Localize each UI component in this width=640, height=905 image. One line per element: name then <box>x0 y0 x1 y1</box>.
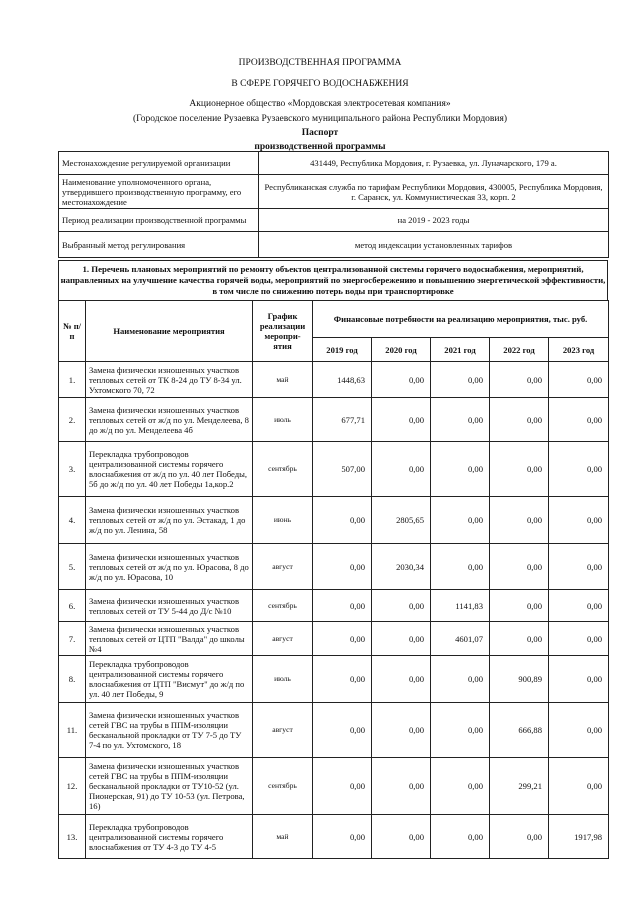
event-schedule: сентябрь <box>253 758 313 815</box>
event-schedule: май <box>253 815 313 859</box>
table-row <box>59 544 609 590</box>
table-row <box>59 590 609 622</box>
table-row <box>59 703 609 758</box>
event-name: Замена физически изношенных участков тепловых сетей от ТУ 5-44 до Д/с №10 <box>86 590 253 622</box>
finance-value: 0,00 <box>431 442 490 497</box>
finance-value: 507,00 <box>313 442 372 497</box>
finance-value: 0,00 <box>431 815 490 859</box>
finance-value: 1141,83 <box>431 590 490 622</box>
finance-value: 0,00 <box>313 656 372 703</box>
finance-value: 0,00 <box>490 362 549 398</box>
passport-key: Местонахождение регулируемой организации <box>59 152 259 175</box>
finance-value: 0,00 <box>431 398 490 442</box>
event-schedule: август <box>253 544 313 590</box>
finance-value: 0,00 <box>549 703 609 758</box>
finance-value: 0,00 <box>490 544 549 590</box>
table-row <box>59 362 609 398</box>
col-header-year: 2022 год <box>490 338 549 362</box>
finance-value: 0,00 <box>490 590 549 622</box>
finance-value: 2805,65 <box>372 497 431 544</box>
finance-value: 0,00 <box>490 442 549 497</box>
event-name: Замена физически изношенных участков тепловых сетей от ЦТП "Валда" до школы №4 <box>86 622 253 656</box>
event-schedule: июль <box>253 656 313 703</box>
passport-key: Период реализации производственной программы <box>59 209 259 232</box>
finance-value: 0,00 <box>372 656 431 703</box>
finance-value: 0,00 <box>490 815 549 859</box>
col-header-finance: Финансовые потребности на реализацию мероприятия, тыс. руб. <box>313 301 609 338</box>
finance-value: 0,00 <box>549 442 609 497</box>
finance-value: 0,00 <box>372 398 431 442</box>
event-schedule: июнь <box>253 497 313 544</box>
col-header-year: 2019 год <box>313 338 372 362</box>
plan-table <box>58 300 609 859</box>
section-title: 1. Перечень плановых мероприятий по ремонту объектов централизованной системы горячего водоснабжения, мероприятий, направленных на улучшение качества горячей воды, мероприятий по энергосбережению и повышению энергетической эффективности, в том числе по снижению потерь воды при транспортировке <box>60 264 606 296</box>
row-number: 6. <box>59 590 86 622</box>
table-row <box>59 497 609 544</box>
finance-value: 0,00 <box>431 703 490 758</box>
municipality-name: (Городское поселение Рузаевка Рузаевского муниципального района Республики Мордовия) <box>132 114 508 124</box>
passport-row <box>59 175 609 209</box>
event-name: Перекладка трубопроводов централизованной системы горячего влоснабжения от ТУ 4-3 до ТУ 4-5 <box>86 815 253 859</box>
finance-value: 0,00 <box>372 703 431 758</box>
finance-value: 666,88 <box>490 703 549 758</box>
finance-value: 0,00 <box>549 758 609 815</box>
finance-value: 0,00 <box>372 442 431 497</box>
passport-value: Республиканская служба по тарифам Республики Мордовия, 430005, Республика Мордовия, г. Саранск, ул. Коммунистическая 33, корп. 2 <box>259 175 609 209</box>
table-row <box>59 398 609 442</box>
finance-value: 0,00 <box>313 758 372 815</box>
finance-value: 2030,34 <box>372 544 431 590</box>
row-number: 1. <box>59 362 86 398</box>
passport-table <box>58 151 609 258</box>
finance-value: 0,00 <box>372 815 431 859</box>
passport-value: на 2019 - 2023 годы <box>259 209 609 232</box>
finance-value: 1448,63 <box>313 362 372 398</box>
finance-value: 299,21 <box>490 758 549 815</box>
event-schedule: май <box>253 362 313 398</box>
row-number: 8. <box>59 656 86 703</box>
table-row <box>59 815 609 859</box>
finance-value: 0,00 <box>313 590 372 622</box>
finance-value: 1917,98 <box>549 815 609 859</box>
event-schedule: август <box>253 622 313 656</box>
col-header-year: 2023 год <box>549 338 609 362</box>
finance-value: 0,00 <box>313 497 372 544</box>
event-name: Замена физически изношенных участков сетей ГВС на трубы в ППМ-изоляции бесканальной прокладки от ТУ10-52 (ул. Пионерская, 91) до ТУ 10-53 (ул. Петрова, 16) <box>86 758 253 815</box>
row-number: 11. <box>59 703 86 758</box>
event-name: Замена физически изношенных участков тепловых сетей от ж/д по ул. Эстакад, 1 до ж/д по ул. Ленина, 58 <box>86 497 253 544</box>
table-row <box>59 758 609 815</box>
finance-value: 0,00 <box>372 590 431 622</box>
row-number: 5. <box>59 544 86 590</box>
finance-value: 0,00 <box>372 622 431 656</box>
finance-value: 0,00 <box>313 815 372 859</box>
table-row <box>59 622 609 656</box>
table-row <box>59 656 609 703</box>
col-header-name: Наименование мероприятия <box>86 301 253 362</box>
event-schedule: июль <box>253 398 313 442</box>
row-number: 3. <box>59 442 86 497</box>
table-row <box>59 442 609 497</box>
finance-value: 0,00 <box>313 703 372 758</box>
passport-row <box>59 232 609 258</box>
finance-value: 0,00 <box>431 758 490 815</box>
finance-value: 0,00 <box>431 497 490 544</box>
finance-value: 0,00 <box>549 544 609 590</box>
row-number: 4. <box>59 497 86 544</box>
passport-row <box>59 152 609 175</box>
finance-value: 0,00 <box>549 497 609 544</box>
finance-value: 0,00 <box>549 622 609 656</box>
event-name: Замена физически изношенных участков сетей ГВС на трубы в ППМ-изоляции бесканальной прокладки от ТУ 7-5 до ТУ 7-4 по ул. Ухтомского, 18 <box>86 703 253 758</box>
finance-value: 0,00 <box>490 622 549 656</box>
finance-value: 0,00 <box>549 590 609 622</box>
event-name: Замена физически изношенных участков тепловых сетей от ж/д по ул. Менделеева, 8 до ж/д по ул. Менделеева 4б <box>86 398 253 442</box>
finance-value: 677,71 <box>313 398 372 442</box>
finance-value: 0,00 <box>490 497 549 544</box>
plan-header-row <box>59 301 609 338</box>
passport-value: метод индексации установленных тарифов <box>259 232 609 258</box>
passport-value: 431449, Республика Мордовия, г. Рузаевка, ул. Луначарского, 179 а. <box>259 152 609 175</box>
passport-key: Выбранный метод регулирования <box>59 232 259 258</box>
finance-value: 0,00 <box>549 398 609 442</box>
row-number: 12. <box>59 758 86 815</box>
doc-subtitle: В СФЕРЕ ГОРЯЧЕГО ВОДОСНАБЖЕНИЯ <box>231 79 409 89</box>
passport-subheading: производственной программы <box>254 142 386 152</box>
event-name: Замена физически изношенных участков тепловых сетей от ТК 8-24 до ТУ 8-34 ул. Ухтомского 70, 72 <box>86 362 253 398</box>
event-name: Перекладка трубопроводов централизованной системы горячего влоснабжения от ж/д по ул. 40 лет Победы, 5б до ж/д по ул. 40 лет Победы 1а,кор.2 <box>86 442 253 497</box>
finance-value: 4601,07 <box>431 622 490 656</box>
col-header-year: 2020 год <box>372 338 431 362</box>
passport-heading: Паспорт <box>301 128 339 138</box>
finance-value: 0,00 <box>431 544 490 590</box>
finance-value: 900,89 <box>490 656 549 703</box>
finance-value: 0,00 <box>549 656 609 703</box>
passport-row <box>59 209 609 232</box>
finance-value: 0,00 <box>490 398 549 442</box>
finance-value: 0,00 <box>431 656 490 703</box>
finance-value: 0,00 <box>313 622 372 656</box>
event-name: Перекладка трубопроводов централизованной системы горячего влоснабжения от ЦТП "Висмут" до ж/д по ул. 40 лет Победы, 9 <box>86 656 253 703</box>
event-schedule: сентябрь <box>253 442 313 497</box>
col-header-year: 2021 год <box>431 338 490 362</box>
finance-value: 0,00 <box>372 758 431 815</box>
event-schedule: август <box>253 703 313 758</box>
event-name: Замена физически изношенных участков тепловых сетей от ж/д по ул. Юрасова, 8 до ж/д по ул. Юрасова, 10 <box>86 544 253 590</box>
row-number: 13. <box>59 815 86 859</box>
finance-value: 0,00 <box>372 362 431 398</box>
event-schedule: сентябрь <box>253 590 313 622</box>
col-header-num: № п/п <box>59 301 86 362</box>
finance-value: 0,00 <box>431 362 490 398</box>
row-number: 7. <box>59 622 86 656</box>
col-header-schedule: График реализации меропри-ятия <box>253 301 313 362</box>
finance-value: 0,00 <box>549 362 609 398</box>
organization-name: Акционерное общество «Мордовская электросетевая компания» <box>189 99 451 109</box>
passport-key: Наименование уполномоченного органа, утвердившего производственную программу, его местонахождение <box>59 175 259 209</box>
row-number: 2. <box>59 398 86 442</box>
doc-title: ПРОИЗВОДСТВЕННАЯ ПРОГРАММА <box>238 58 402 68</box>
finance-value: 0,00 <box>313 544 372 590</box>
